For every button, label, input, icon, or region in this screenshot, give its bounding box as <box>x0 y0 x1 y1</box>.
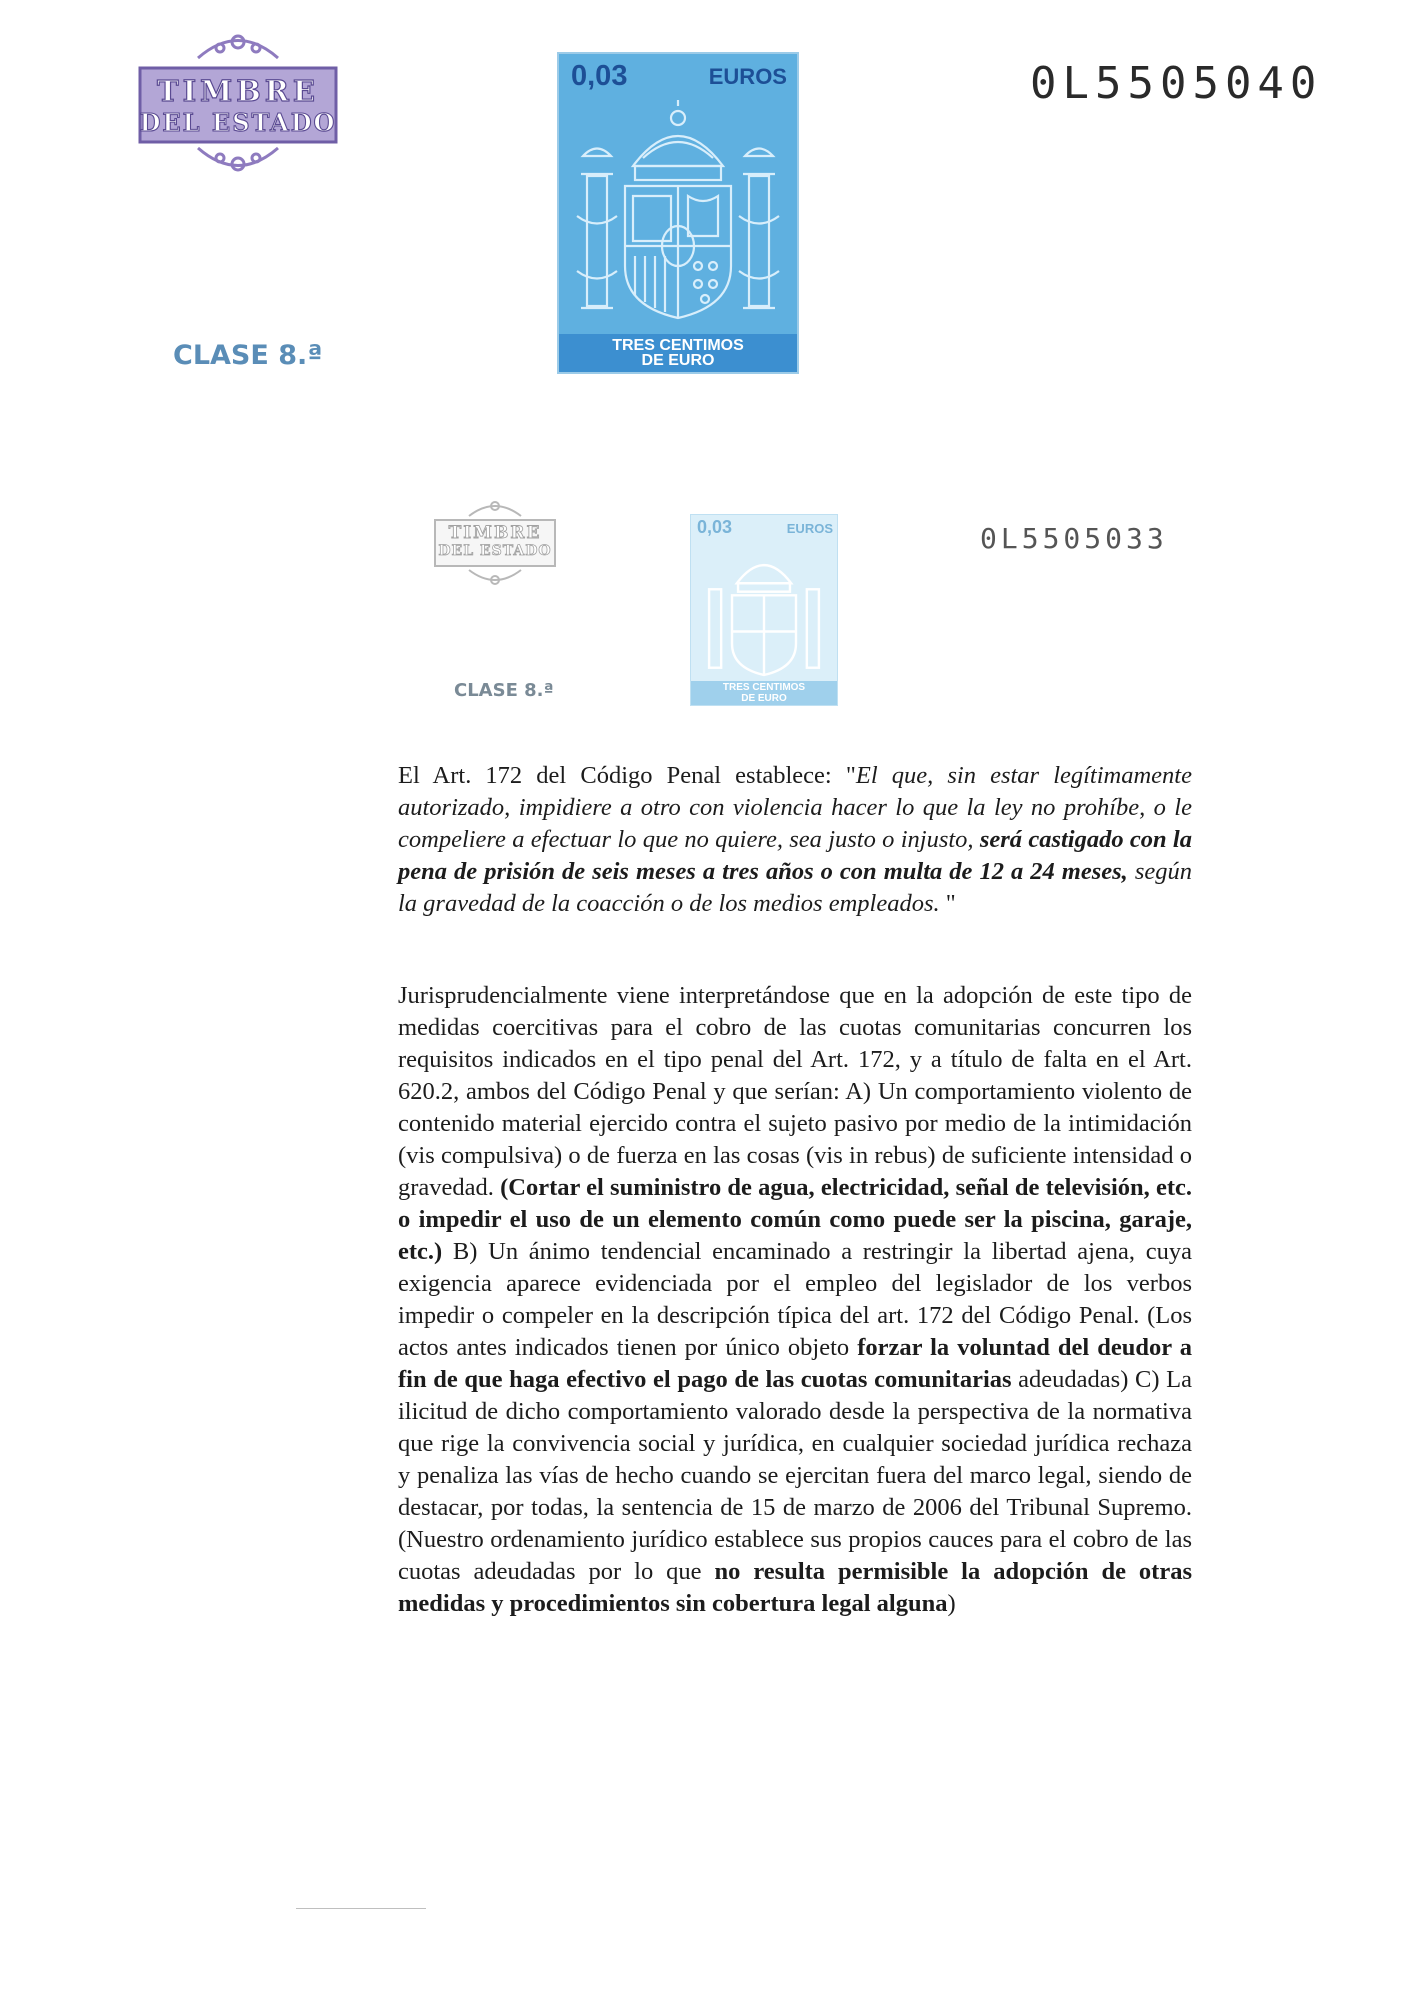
stamp-currency: EUROS <box>708 64 787 89</box>
stamp-band-line-2: DE EURO <box>641 352 715 369</box>
paragraph2-bold3: no resulta permisible la adopción de otras medidas y procedimientos sin cobertura legal alguna <box>398 1558 1192 1617</box>
clase-label-small: CLASE 8.ª <box>454 680 554 701</box>
stamp-small-value: 0,03 <box>697 517 733 537</box>
stamp-small-band <box>691 681 837 705</box>
serial-number-small: 0L5505033 <box>980 522 1168 555</box>
paragraph2-part1: Jurisprudencialmente viene interpretándose que en la adopción de este tipo de medidas coercitivas para el cobro de las cuotas comunitarias concurren los requisitos indicados en el tipo penal del Art. 172, y a título de falta en el Art. 620.2, ambos del Código Penal y que serían: A) Un comportamiento violento de contenido material ejercido contra el sujeto pasivo por medio de la intimidación (vis compulsiva) o de fuerza en las cosas (vis in rebus) de suficiente intensidad o gravedad. <box>398 982 1192 1201</box>
paragraph-jurisprudence <box>398 980 1192 1620</box>
stamp-band-line-1: TRES CENTIMOS <box>612 337 744 354</box>
stamp-small-currency: EUROS <box>786 521 833 536</box>
timbre-seal-large <box>138 28 338 178</box>
scan-divider <box>296 1908 426 1909</box>
stamp-small-band-line-2: DE EURO <box>741 693 787 704</box>
seal-small-line-2: DEL ESTADO <box>438 543 552 559</box>
paragraph2-bold2: forzar la voluntad del deudor a fin de que haga efectivo el pago de las cuotas comunitarias <box>398 1334 1192 1393</box>
coat-of-arms-icon <box>573 96 783 328</box>
coat-of-arms-small-icon <box>699 541 829 681</box>
paragraph2-part3: adeudadas) C) La ilicitud de dicho comportamiento valorado desde la perspectiva de la normativa que rige la convivencia social y jurídica, en cualquier sociedad jurídica rechaza y penaliza las vías de hecho cuando se ejercitan fuera del marco legal, siendo de destacar, por todas, la sentencia de 15 de marzo de 2006 del Tribunal Supremo. (Nuestro ordenamiento jurídico establece sus propios cauces para el cobro de las cuotas adeudadas por lo que <box>398 1366 1192 1585</box>
paragraph1-quote-part1: El que, sin estar legítimamente autorizado, impidiere a otro con violencia hacer lo que la ley no prohíbe, o le compeliere a efectuar lo que no quiere, sea justo o injusto, <box>398 762 1192 853</box>
serial-number-large: 0L5505040 <box>1030 58 1323 109</box>
postage-stamp-large <box>557 52 799 374</box>
paragraph1-quote-part2: según la gravedad de la coacción o de los medios empleados. <box>398 858 1192 917</box>
stamp-band <box>559 334 797 372</box>
postage-stamp-small <box>690 514 838 706</box>
paragraph2-bold1: (Cortar el suministro de agua, electricidad, señal de televisión, etc. o impedir el uso de un elemento común como puede ser la piscina, garaje, etc.) <box>398 1174 1192 1265</box>
stamp-value: 0,03 <box>571 60 628 92</box>
clase-label-large: CLASE 8.ª <box>173 340 323 371</box>
paragraph2-part4: ) <box>947 1590 956 1617</box>
timbre-seal-small <box>433 498 557 588</box>
paragraph1-closing: " <box>945 890 956 917</box>
seal-line-2: DEL ESTADO <box>139 108 337 137</box>
paragraph-article-172 <box>398 760 1192 920</box>
stamp-small-band-line-1: TRES CENTIMOS <box>722 682 806 693</box>
seal-small-line-1: TIMBRE <box>448 523 542 543</box>
paragraph1-intro: El Art. 172 del Código Penal establece: " <box>398 762 856 789</box>
seal-line-1: TIMBRE <box>157 74 319 108</box>
paragraph2-part2: B) Un ánimo tendencial encaminado a restringir la libertad ajena, cuya exigencia aparece evidenciada por el empleo del legislador de los verbos impedir o compeler en la descripción típica del art. 172 del Código Penal. (Los actos antes indicados tienen por único objeto <box>398 1238 1192 1361</box>
paragraph1-quote-bold: será castigado con la pena de prisión de seis meses a tres años o con multa de 12 a 24 meses, <box>398 826 1192 885</box>
